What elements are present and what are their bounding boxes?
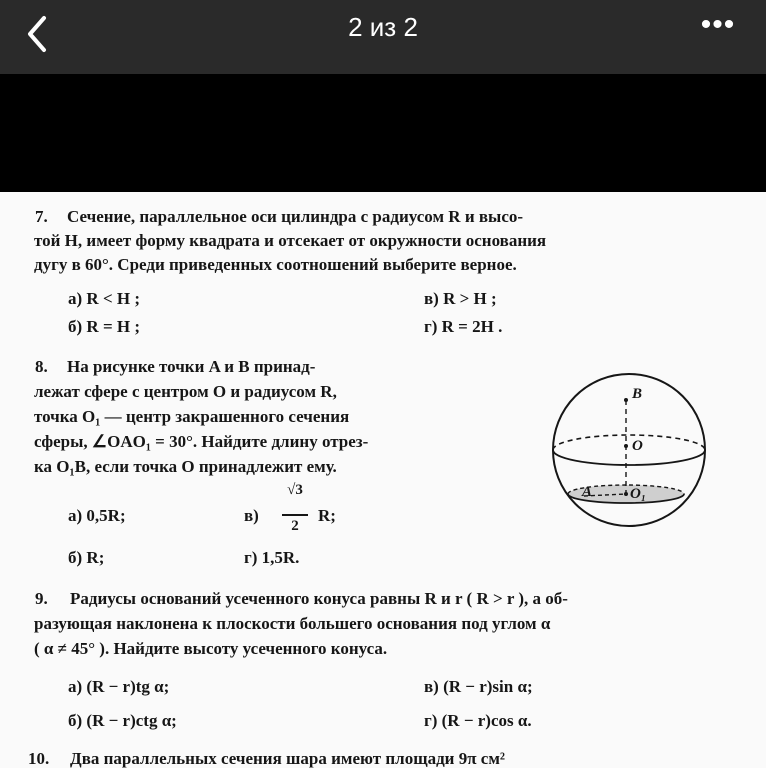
more-options-button[interactable]: ••• bbox=[700, 8, 736, 41]
label-a: A bbox=[582, 484, 593, 500]
q8-option-g: г) 1,5R. bbox=[244, 548, 300, 567]
q7-line-3: дугу в 60°. Среди приведенных соотношений выберите верное. bbox=[34, 255, 517, 274]
label-o1: O₁ bbox=[630, 486, 647, 502]
q10-line-1: Два параллельных сечения шара имеют площади 9π см² bbox=[70, 749, 505, 768]
q9-option-b: б) (R − r)ctg α; bbox=[68, 711, 177, 730]
q9-option-g: г) (R − r)cos α. bbox=[424, 711, 532, 730]
q8-option-v: в) bbox=[244, 506, 259, 525]
q9-option-a: а) (R − r)tg α; bbox=[68, 677, 170, 696]
q7-option-g: г) R = 2H . bbox=[424, 317, 503, 336]
q8-number: 8. bbox=[35, 357, 48, 376]
q8-frac-tail: R; bbox=[318, 506, 336, 525]
page-counter: 2 из 2 bbox=[348, 12, 418, 42]
q9-line-1: Радиусы оснований усеченного конуса равны R и r ( R > r ), а об- bbox=[70, 589, 568, 608]
black-margin bbox=[0, 74, 766, 192]
q7-option-b: б) R = H ; bbox=[68, 317, 141, 336]
q8-line-5: ка O₁B, если точка O принадлежит ему. bbox=[34, 457, 337, 476]
q7-option-v: в) R > H ; bbox=[424, 289, 497, 308]
q8-line-3: точка O₁ — центр закрашенного сечения bbox=[34, 407, 350, 426]
q9-option-v: в) (R − r)sin α; bbox=[424, 677, 533, 696]
q7-line-2: той H, имеет форму квадрата и отсекает от окружности основания bbox=[34, 231, 547, 250]
q8-frac-numerator: √3 bbox=[287, 482, 303, 498]
label-o: O bbox=[632, 438, 643, 454]
q8-line-1: На рисунке точки A и B принад- bbox=[67, 357, 316, 376]
q7-number: 7. bbox=[35, 207, 48, 226]
q10-number: 10. bbox=[28, 749, 50, 768]
label-b: B bbox=[632, 386, 643, 402]
q9-line-3: ( α ≠ 45° ). Найдите высоту усеченного конуса. bbox=[34, 639, 388, 658]
q9-line-2: разующая наклонена к плоскости большего основания под углом α bbox=[34, 614, 551, 633]
q8-frac-denominator: 2 bbox=[291, 518, 299, 534]
q8-option-a: а) 0,5R; bbox=[68, 506, 126, 525]
viewer-toolbar bbox=[0, 0, 766, 74]
fraction-bar bbox=[282, 514, 308, 516]
q9-number: 9. bbox=[35, 589, 48, 608]
sphere-figure bbox=[544, 370, 714, 535]
q8-line-4: сферы, ∠OAO₁ = 30°. Найдите длину отрез- bbox=[34, 432, 369, 451]
q8-option-b: б) R; bbox=[68, 548, 105, 567]
q7-line-1: Сечение, параллельное оси цилиндра с радиусом R и высо- bbox=[67, 207, 524, 226]
q7-option-a: а) R < H ; bbox=[68, 289, 141, 308]
textbook-page bbox=[0, 192, 766, 768]
q8-line-2: лежат сфере с центром O и радиусом R, bbox=[34, 382, 337, 401]
